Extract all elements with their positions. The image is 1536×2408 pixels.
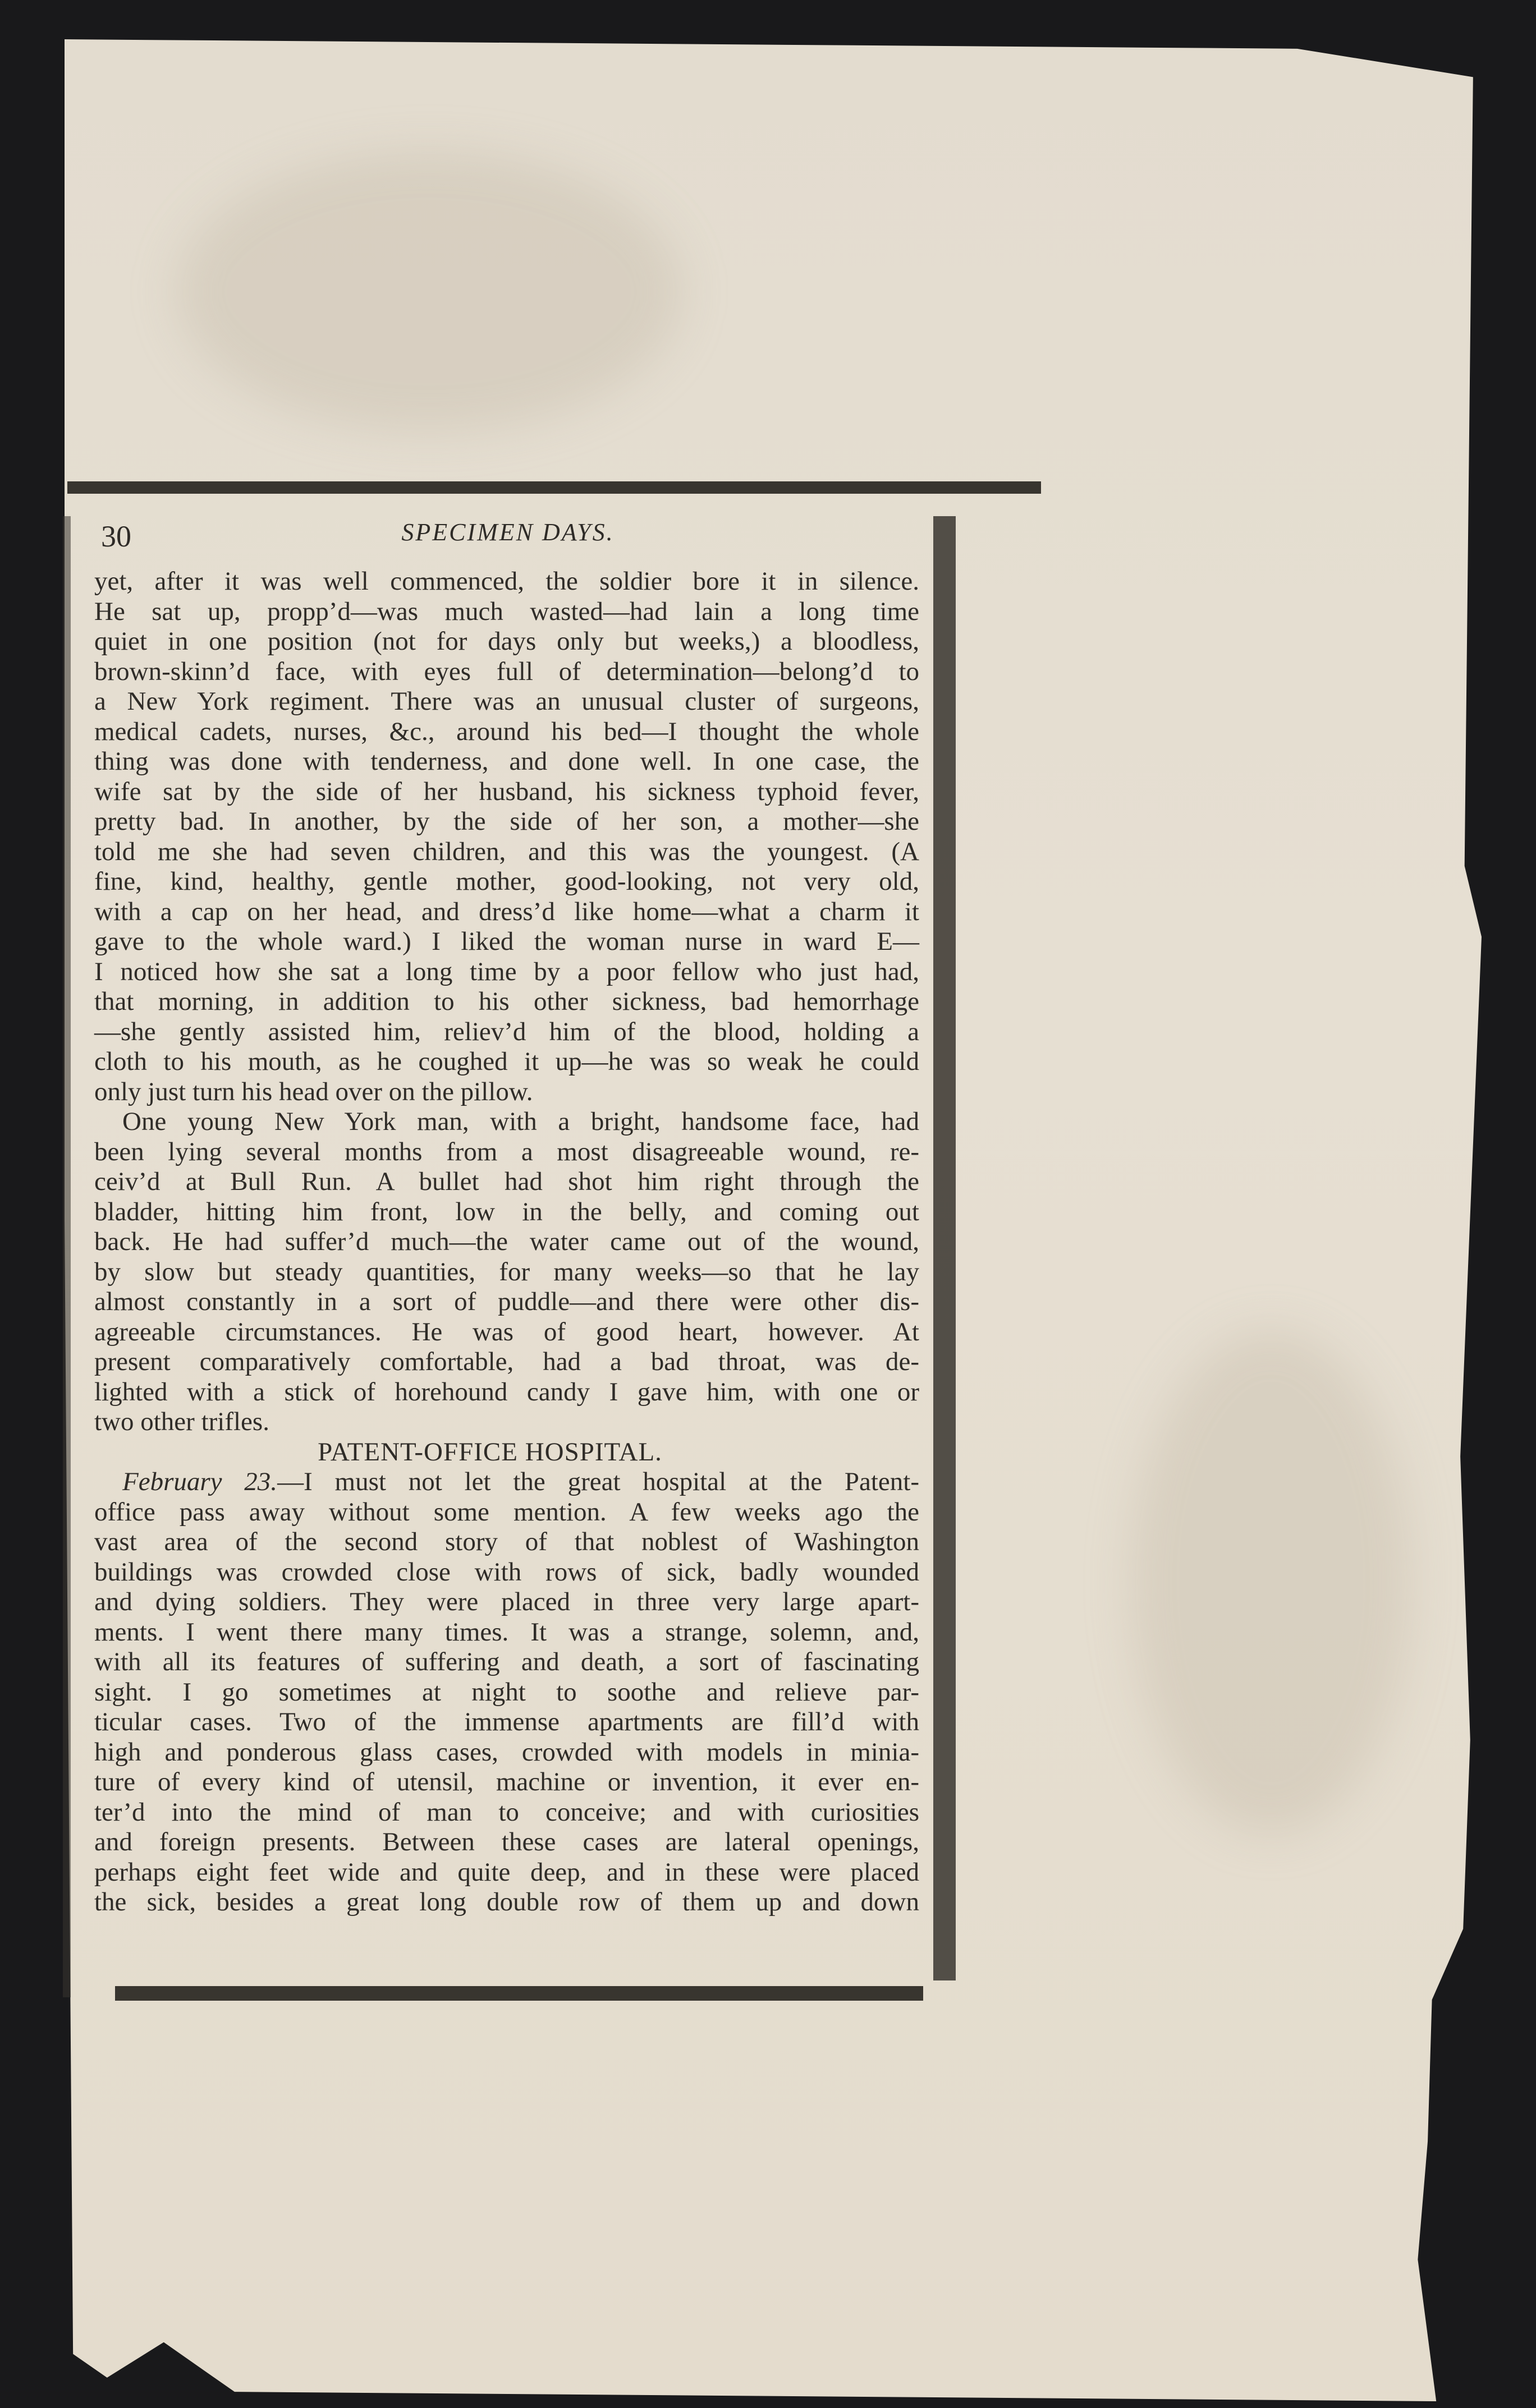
text-line: office pass away without some mention. A few weeks ago the — [94, 1497, 919, 1527]
text-line: vast area of the second story of that noblest of Washington — [94, 1527, 919, 1556]
text-line: ticular cases. Two of the immense apartments are fill’d with — [94, 1707, 919, 1736]
page-number: 30 — [101, 520, 131, 553]
text-line: brown-skinn’d face, with eyes full of determination—belong’d to — [94, 656, 919, 686]
text-line: lighted with a stick of horehound candy I gave him, with one or — [94, 1377, 919, 1407]
text-line: wife sat by the side of her husband, his sickness typhoid fever, — [94, 776, 919, 806]
text-line: only just turn his head over on the pillow. — [94, 1077, 533, 1106]
page-header — [93, 508, 923, 558]
text-line: with a cap on her head, and dress’d like home—what a charm it — [94, 897, 919, 926]
text-line: that morning, in addition to his other sickness, bad hemorrhage — [94, 987, 919, 1016]
section-heading: PATENT-OFFICE HOSPITAL. — [318, 1437, 662, 1467]
text-line: told me she had seven children, and this was the youngest. (A — [94, 837, 919, 866]
paragraph-3 — [94, 1467, 919, 1918]
text-line: pretty bad. In another, by the side of her son, a mother—she — [94, 807, 919, 836]
text-line: ments. I went there many times. It was a strange, solemn, and, — [94, 1617, 919, 1647]
text-line: He sat up, propp’d—was much wasted—had lain a long time — [94, 596, 919, 626]
text-line: ceiv’d at Bull Run. A bullet had shot him right through the — [94, 1167, 919, 1196]
entry-date: February 23. — [122, 1467, 278, 1496]
text-line: medical cadets, nurses, &c., around his bed—I thought the whole — [94, 716, 919, 746]
text-line: ture of every kind of utensil, machine or invention, it ever en- — [94, 1767, 919, 1796]
text-line: thing was done with tenderness, and done well. In one case, the — [94, 747, 919, 776]
text-line: been lying several months from a most disagreeable wound, re- — [94, 1137, 919, 1166]
text-line: yet, after it was well commenced, the soldier bore it in silence. — [94, 567, 919, 596]
text-line: high and ponderous glass cases, crowded with models in minia- — [94, 1737, 919, 1767]
text-line: the sick, besides a great long double row of them up and down — [94, 1887, 919, 1917]
paper-stain — [1131, 1330, 1411, 1835]
text-line: perhaps eight feet wide and quite deep, and in these were placed — [94, 1857, 919, 1887]
text-line: two other trifles. — [94, 1407, 269, 1436]
text-line: with all its features of suffering and death, a sort of fascinating — [94, 1647, 919, 1676]
text-line: back. He had suffer’d much—the water came out of the wound, — [94, 1227, 919, 1256]
text-line: I noticed how she sat a long time by a poor fellow who just had, — [94, 957, 919, 986]
running-head: SPECIMEN DAYS. — [401, 518, 615, 546]
top-border-rule — [67, 481, 1041, 494]
text-line: —she gently assisted him, reliev’d him of the blood, holding a — [94, 1017, 919, 1046]
text-line: present comparatively comfortable, had a bad throat, was de- — [94, 1347, 919, 1376]
text-line: and foreign presents. Between these cases are lateral openings, — [94, 1827, 919, 1856]
text-line: bladder, hitting him front, low in the belly, and coming out — [94, 1197, 919, 1226]
text-line: agreeable circumstances. He was of good heart, however. At — [94, 1317, 919, 1347]
text-block — [94, 567, 919, 1918]
paper-stain — [177, 151, 682, 432]
text-line — [94, 1467, 919, 1497]
left-border-rule — [63, 516, 71, 1997]
text-line: a New York regiment. There was an unusual cluster of surgeons, — [94, 687, 919, 716]
text-line: fine, kind, healthy, gentle mother, good-looking, not very old, — [94, 867, 919, 896]
text-line: by slow but steady quantities, for many weeks—so that he lay — [94, 1257, 919, 1286]
text-line: ter’d into the mind of man to conceive; and with curiosities — [94, 1797, 919, 1827]
text-line: sight. I go sometimes at night to soothe and relieve par- — [94, 1677, 919, 1707]
right-border-rule — [933, 516, 956, 1980]
text-line: cloth to his mouth, as he coughed it up—he was so weak he could — [94, 1047, 919, 1076]
text-line: quiet in one position (not for days only but weeks,) a bloodless, — [94, 627, 919, 656]
text-line: One young New York man, with a bright, handsome face, had — [122, 1107, 919, 1136]
text-line: and dying soldiers. They were placed in three very large apart- — [94, 1587, 919, 1616]
paragraph-2 — [94, 1107, 919, 1437]
text-fragment: —I must not let the great hospital at the Patent- — [277, 1467, 919, 1496]
text-line: almost constantly in a sort of puddle—and there were other dis- — [94, 1287, 919, 1316]
bottom-border-rule — [115, 1986, 923, 2001]
paragraph-1 — [94, 567, 919, 1107]
text-line: buildings was crowded close with rows of sick, badly wounded — [94, 1557, 919, 1587]
text-line: gave to the whole ward.) I liked the woman nurse in ward E— — [94, 927, 919, 956]
